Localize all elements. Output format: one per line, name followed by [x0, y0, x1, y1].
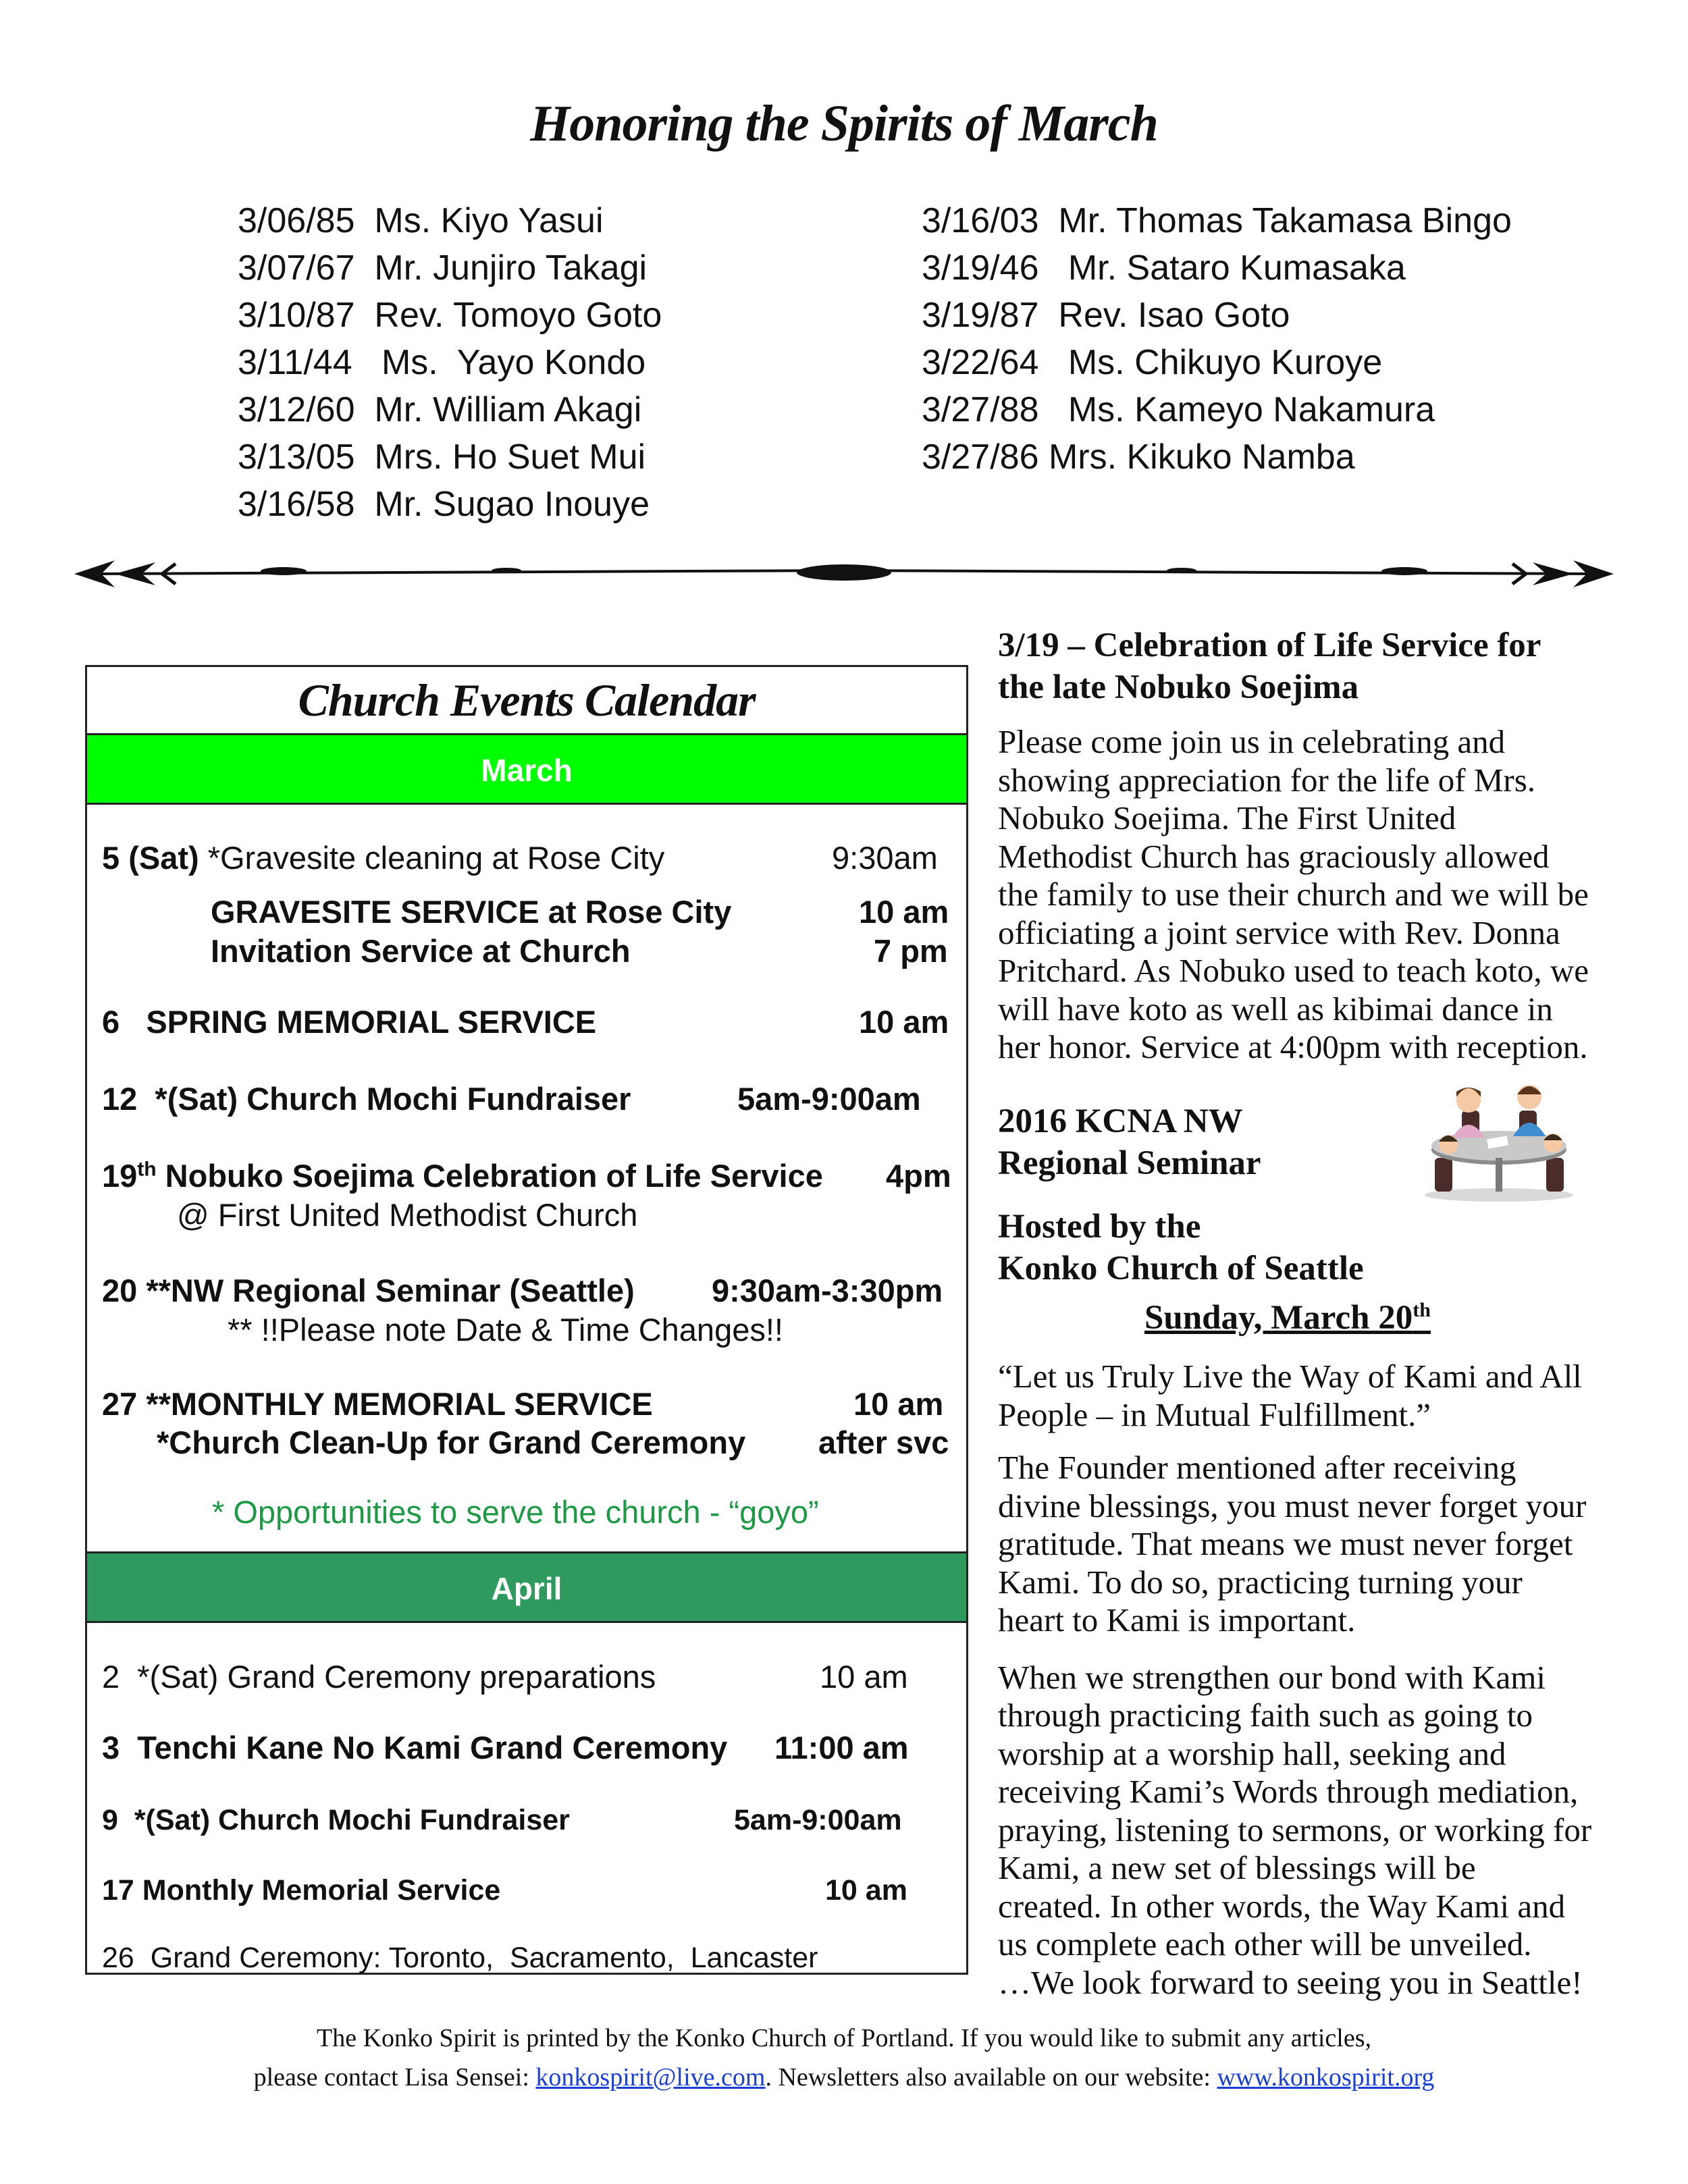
calendar-event: 17 Monthly Memorial Service: [102, 1874, 501, 1907]
memorial-entry: 3/19/46 Mr. Sataro Kumasaka: [922, 248, 1406, 288]
event-location: @ First United Methodist Church: [177, 1197, 638, 1233]
website-link[interactable]: www.konkospirit.org: [1217, 2063, 1435, 2092]
event-time: 5am-9:00am: [734, 1804, 902, 1836]
calendar-event: 20 **NW Regional Seminar (Seattle): [102, 1273, 635, 1308]
memorial-entry: 3/16/03 Mr. Thomas Takamasa Bingo: [922, 201, 1512, 240]
event-note: ** !!Please note Date & Time Changes!!: [228, 1312, 783, 1348]
april-header: April: [87, 1551, 966, 1623]
seminar-paragraph: When we strengthen our bond with Kami through practicing faith such as going to worship at a worship hall, seeking and receiving Kami’s Words through mediation, praying, listening to sermons, or working for Kami, a new set of blessings will be created. In other words, the Way Kami and us complete each other will be unveiled. …We look forward to seeing you in Seattle!: [998, 1658, 1592, 2001]
footer: [0, 2019, 1688, 2097]
calendar-event: 12 *(Sat) Church Mochi Fundraiser: [102, 1081, 631, 1117]
calendar-event: 5 (Sat) *Gravesite cleaning at Rose City: [102, 840, 665, 876]
event-time: 10 am: [820, 1659, 908, 1695]
goyo-note: * Opportunities to serve the church - “goyo”: [212, 1494, 819, 1530]
seminar-theme-quote: “Let us Truly Live the Way of Kami and All People – in Mutual Fulfillment.”: [998, 1358, 1582, 1433]
event-time: 5am-9:00am: [737, 1081, 921, 1117]
event-time: 7 pm: [874, 933, 948, 969]
calendar-event: 27 **MONTHLY MEMORIAL SERVICE: [102, 1386, 653, 1422]
event-time: after svc: [818, 1424, 949, 1460]
memorial-entry: 3/12/60 Mr. William Akagi: [238, 390, 642, 429]
memorial-entry: 3/06/85 Ms. Kiyo Yasui: [238, 201, 604, 240]
march-header: March: [87, 733, 966, 805]
event-time: 9:30am: [832, 840, 938, 876]
footer-line: The Konko Spirit is printed by the Konko Church of Portland. If you would like to submit any articles,: [316, 2024, 1371, 2052]
seminar-date: Sunday, March 20th: [1144, 1299, 1431, 1337]
calendar-title: Church Events Calendar: [298, 674, 756, 726]
celebration-article: [998, 624, 1673, 1067]
event-time: 9:30am-3:30pm: [712, 1273, 943, 1308]
event-time: 10 am: [853, 1386, 944, 1422]
calendar-event: 19th Nobuko Soejima Celebration of Life Service: [102, 1158, 823, 1194]
memorial-list-left: [238, 197, 662, 528]
event-time: 10 am: [859, 1004, 949, 1040]
event-time: 10 am: [825, 1874, 907, 1907]
seminar-paragraph: The Founder mentioned after receiving divine blessings, you must never forget your gratitude. That means we must never forget Kami. To do so, practicing turning your heart to Kami is important.: [998, 1449, 1587, 1639]
event-time: 11:00 am: [774, 1730, 909, 1765]
footer-line: please contact Lisa Sensei: konkospirit@live.com. Newsletters also available on our website: www.konkospirit.org: [253, 2063, 1435, 2092]
events-calendar: [85, 665, 968, 1975]
calendar-event: 3 Tenchi Kane No Kami Grand Ceremony: [102, 1730, 728, 1765]
memorial-list-right: [922, 197, 1512, 481]
memorial-entry: 3/11/44 Ms. Yayo Kondo: [238, 343, 646, 382]
calendar-event: Invitation Service at Church: [211, 933, 631, 969]
memorial-entry: 3/13/05 Mrs. Ho Suet Mui: [238, 437, 646, 477]
calendar-event: 9 *(Sat) Church Mochi Fundraiser: [102, 1804, 570, 1836]
celebration-heading: 3/19 – Celebration of Life Service for the late Nobuko Soejima: [998, 627, 1541, 706]
memorial-entry: 3/16/58 Mr. Sugao Inouye: [238, 485, 650, 524]
email-link[interactable]: konkospirit@live.com: [535, 2063, 766, 2092]
seminar-host: Hosted by the Konko Church of Seattle: [998, 1208, 1364, 1287]
calendar-event: GRAVESITE SERVICE at Rose City: [211, 894, 732, 930]
celebration-body: Please come join us in celebrating and showing appreciation for the life of Mrs. Nobuko Soejima. The First United Methodist Church has graciously allowed the family to use their church and we will be officiating a joint service with Rev. Donna Pritchard. As Nobuko used to teach koto, we will have koto as well as kibimai dance in her honor. Service at 4:00pm with reception.: [998, 723, 1589, 1065]
memorial-entry: 3/07/67 Mr. Junjiro Takagi: [238, 248, 648, 288]
memorial-entry: 3/27/88 Ms. Kameyo Nakamura: [922, 390, 1435, 429]
memorial-entry: 3/22/64 Ms. Chikuyo Kuroye: [922, 343, 1383, 382]
page-title: Honoring the Spirits of March: [530, 95, 1158, 152]
event-time: 4pm: [886, 1158, 951, 1194]
event-time: 10 am: [859, 894, 949, 930]
calendar-event: 26 Grand Ceremony: Toronto, Sacramento, Lancaster: [102, 1942, 818, 1974]
memorial-entry: 3/19/87 Rev. Isao Goto: [922, 296, 1290, 335]
calendar-event: 6 SPRING MEMORIAL SERVICE: [102, 1004, 597, 1040]
memorial-entry: 3/27/86 Mrs. Kikuko Namba: [922, 437, 1355, 477]
decorative-divider: [74, 550, 1614, 597]
seminar-heading: 2016 KCNA NW Regional Seminar: [998, 1102, 1261, 1182]
calendar-event: *Church Clean-Up for Grand Ceremony: [157, 1424, 746, 1460]
calendar-event: 2 *(Sat) Grand Ceremony preparations: [102, 1659, 656, 1695]
memorial-entry: 3/10/87 Rev. Tomoyo Goto: [238, 296, 662, 335]
seminar-article: [998, 1100, 1673, 2002]
